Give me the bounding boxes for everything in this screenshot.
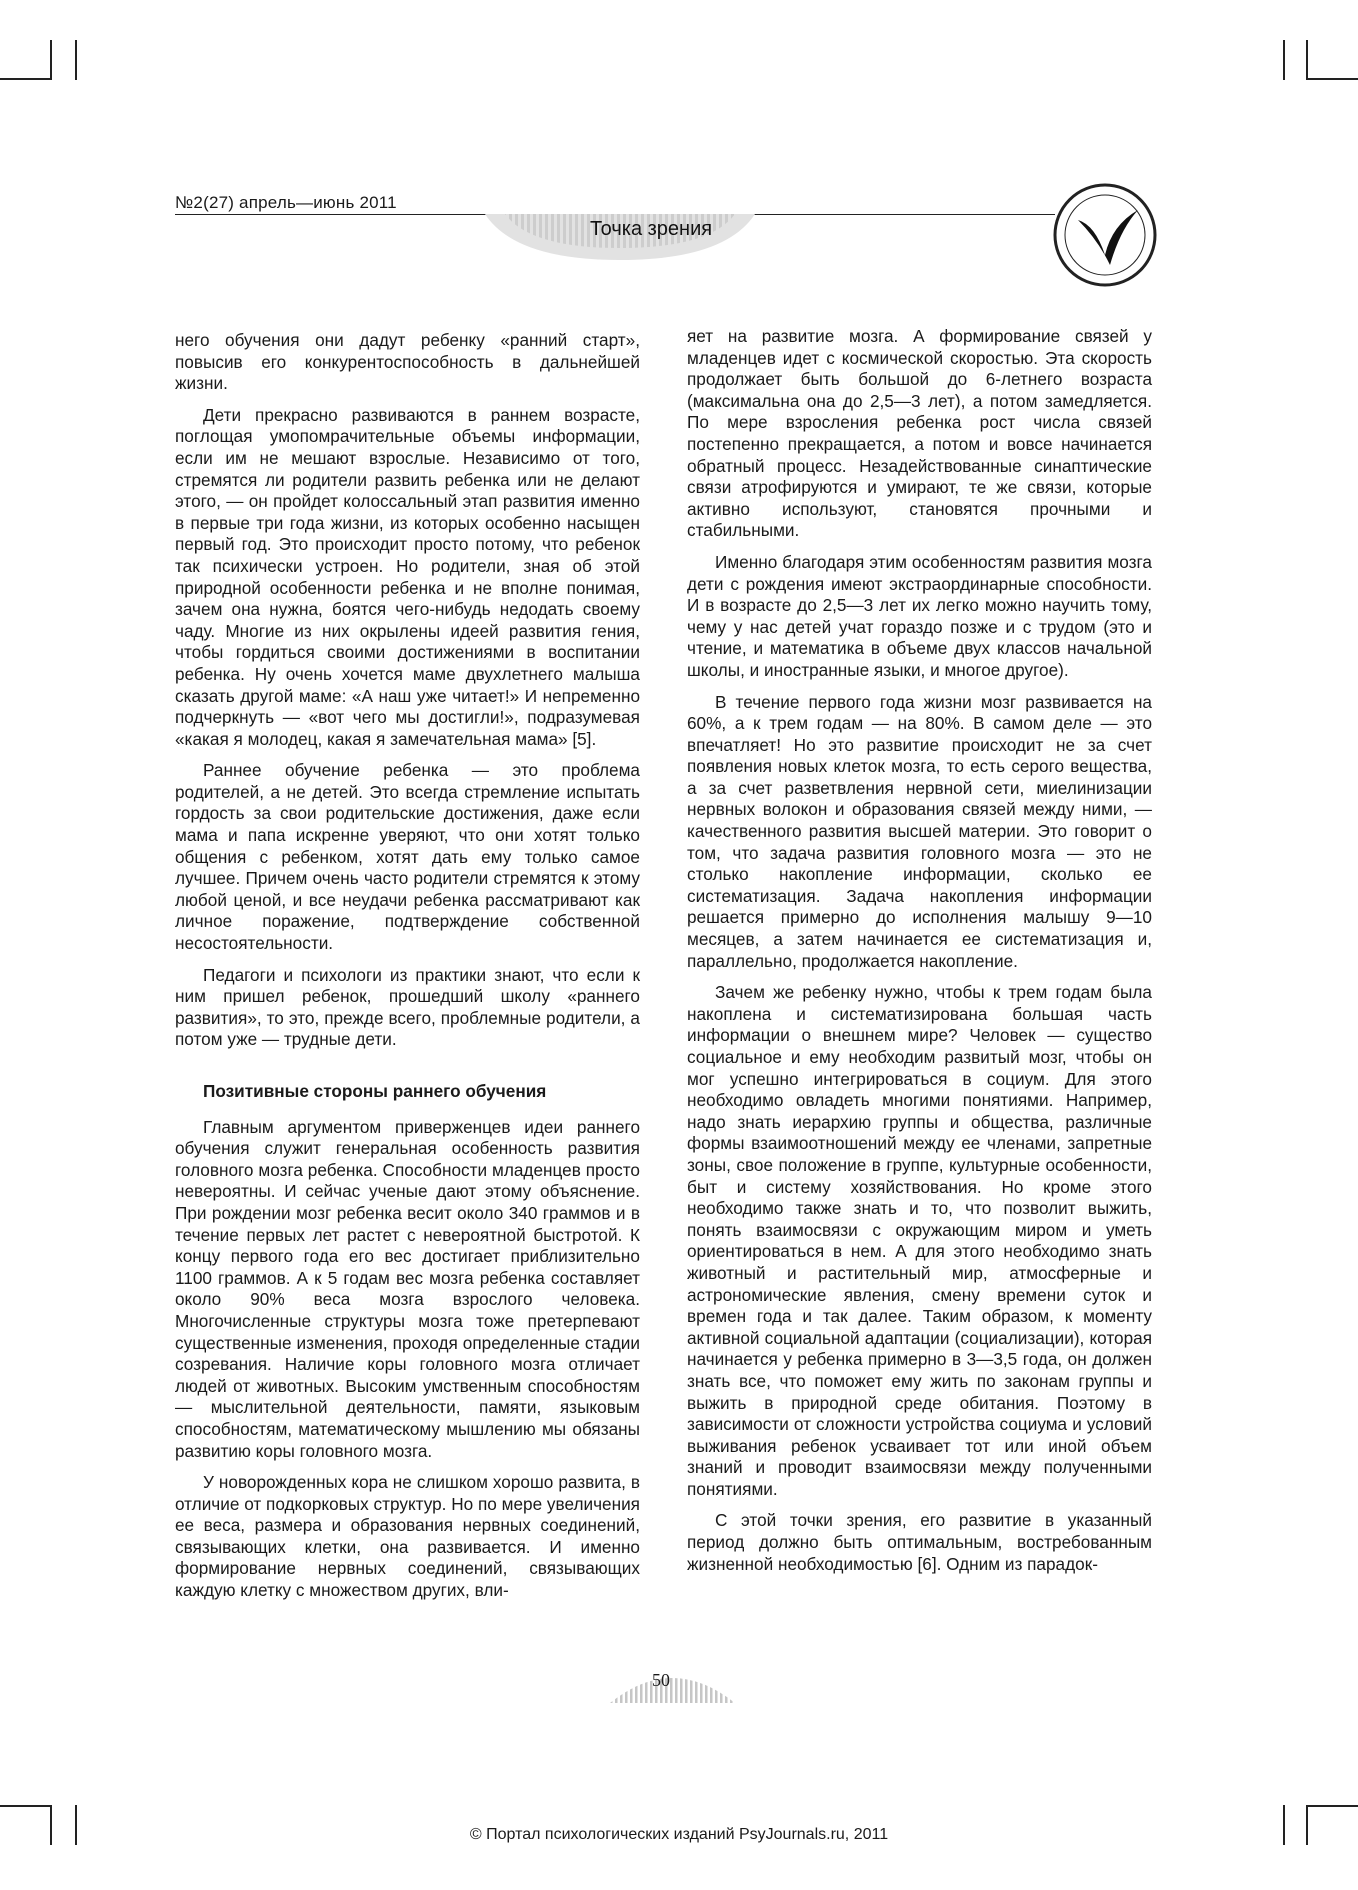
paragraph: Дети прекрасно развиваются в раннем возрасте, поглощая умопомрачительные объемы информации, если им не мешают взрослые. Независимо от того, стремятся ли родители развить ребенка или не делают этого, — он пройдет колоссальный этап развития именно в первые три года жизни, из которых особенно насыщен первый год. Это происходит просто потому, что ребенок так психически устроен. Но родители, зная об этой природной особенности ребенка и не вполне понимая, зачем она нужна, боятся чего-нибудь недодать своему чаду. Многие из них окрылены идеей развития гения, чтобы гордиться своими достижениями в воспитании ребенка. Ну очень хочется маме двухлетнего малыша сказать другой маме: «А наш уже читает!» И непременно подчеркнуть — «вот чего мы достигли!», подразумевая «какая я молодец, какая я замечательная мама» [5].	[175, 404, 640, 749]
page-number-ornament	[610, 1663, 735, 1703]
crop-mark	[0, 1805, 50, 1807]
paragraph: яет на развитие мозга. А формирование связей у младенцев идет с космической скоростью. Эта скорость продолжает быть большой до 6-летнего возраста (максимальна она до 2,5—3 лет), а потом замедляется. По мере взросления ребенка рост числа связей постепенно прекращается, а потом и вовсе начинается обратный процесс. Незадействованные синаптические связи атрофируются и умирают, те же связи, которые активно используют, становятся прочными и стабильными.	[687, 326, 1152, 541]
crop-mark	[1306, 40, 1308, 80]
paragraph: Раннее обучение ребенка — это проблема родителей, а не детей. Это всегда стремление испытать гордость за свои родительские достижения, даже если мама и папа искренне уверяют, что они хотят только общения с ребенком, хотят дать ему только самое лучшее. Причем очень часто родители стремятся к этому любой ценой, и все неудачи ребенка рассматривают как личное поражение, подтверждение собственной несостоятельности.	[175, 760, 640, 954]
crop-mark	[0, 78, 50, 80]
issue-label: №2(27) апрель—июнь 2011	[175, 193, 397, 212]
crop-mark	[50, 40, 52, 80]
section-title: Точка зрения	[590, 218, 713, 240]
section-heading: Позитивные стороны раннего обучения	[203, 1081, 547, 1101]
paragraph: Зачем же ребенку нужно, чтобы к трем годам была накоплена и систематизирована большая часть информации о внешнем мире? Человек — существо социальное и ему необходим развитый мозг, чтобы он мог успешно интегрироваться в социум. Для этого необходимо овладеть многими понятиями. Например, надо знать иерархию группы и общества, различные формы взаимоотношений между ее членами, запретные зоны, свое положение в группе, культурные особенности, быт и систему хозяйствования. Но кроме этого необходимо также знать и то, что позволит выжить, понять взаимосвязи с окружающим миром и уметь ориентироваться в нем. А для этого необходимо знать животный и растительный мир, атмосферные и астрономические явления, смену времени суток и времен года и так далее. Таким образом, к моменту активной социальной адаптации (социализации), которая начинается у ребенка примерно в 3—3,5 года, он должен знать все, что поможет ему жить по законам группы и выжить в природной среде обитания. Поэтому в зависимости от сложности устройства социума и условий выживания ребенок усваивает тот или иной объем знаний и проводит взаимосвязи между полученными понятиями.	[687, 982, 1152, 1499]
left-column	[175, 330, 640, 1612]
crop-mark	[75, 40, 77, 80]
paragraph: Педагоги и психологи из практики знают, что если к ним пришел ребенок, прошедший школу «раннего развития», то это, прежде всего, проблемные родители, а потом уже — трудные дети.	[175, 964, 640, 1050]
paragraph: В течение первого года жизни мозг развивается на 60%, а к трем годам — на 80%. В самом деле — это впечатляет! Но это развитие происходит не за счет появления новых клеток мозга, то есть серого вещества, а за счет разветвления нервной сети, миелинизации нервных волокон и образования связей между ними, — качественного развития высшей материи. Это говорит о том, что задача развития головного мозга — это не столько накопление информации, сколько ее систематизация. Задача накопления информации решается примерно до исполнения малышу 9—10 месяцев, а затем начинается ее систематизация и, параллельно, продолжается накопление.	[687, 691, 1152, 971]
paragraph: Главным аргументом приверженцев идеи раннего обучения служит генеральная особенность развития головного мозга ребенка. Способности младенцев просто невероятны. И сейчас ученые дают этому объяснение. При рождении мозг ребенка весит около 340 граммов и в течение первых лет растет с невероятной быстротой. К концу первого года его вес достигает приблизительно 1100 граммов. А к 5 годам вес мозга ребенка составляет около 90% веса мозга взрослого человека. Многочисленные структуры мозга тоже претерпевают существенные изменения, проходя определенные стадии созревания. Наличие коры головного мозга отличает людей от животных. Высоким умственным способностям — мыслительной деятельности, памяти, языковым способностям, математическому мышлению мы обязаны развитию коры головного мозга.	[175, 1116, 640, 1461]
footer-copyright: © Портал психологических изданий PsyJournals.ru, 2011	[469, 1826, 889, 1843]
journal-logo-icon	[1050, 180, 1160, 290]
crop-mark	[1308, 78, 1358, 80]
page-number: 50	[652, 1670, 670, 1690]
paragraph: Именно благодаря этим особенностям развития мозга дети с рождения имеют экстраординарные способности. И в возрасте до 2,5—3 лет их легко можно научить тому, чему у нас детей учат гораздо позже и с трудом (это и чтение, и математика в объеме двух классов начальной школы, и иностранные языки, и многое другое).	[687, 551, 1152, 680]
right-column	[687, 326, 1152, 1585]
paragraph: С этой точки зрения, его развитие в указанный период должно быть оптимальным, востребованным жизненной необходимостью [6]. Одним из парадок-	[687, 1510, 1152, 1574]
crop-mark	[1308, 1805, 1358, 1807]
paragraph: него обучения они дадут ребенку «ранний старт», повысив его конкурентоспособность в дальнейшей жизни.	[175, 330, 640, 394]
paragraph: У новорожденных кора не слишком хорошо развита, в отличие от подкорковых структур. Но по мере увеличения ее веса, размера и образования нервных соединений, связывающих клетки, она развивается. И именно формирование нервных соединений, связывающих каждую клетку с множеством других, вли-	[175, 1472, 640, 1601]
crop-mark	[1283, 40, 1285, 80]
